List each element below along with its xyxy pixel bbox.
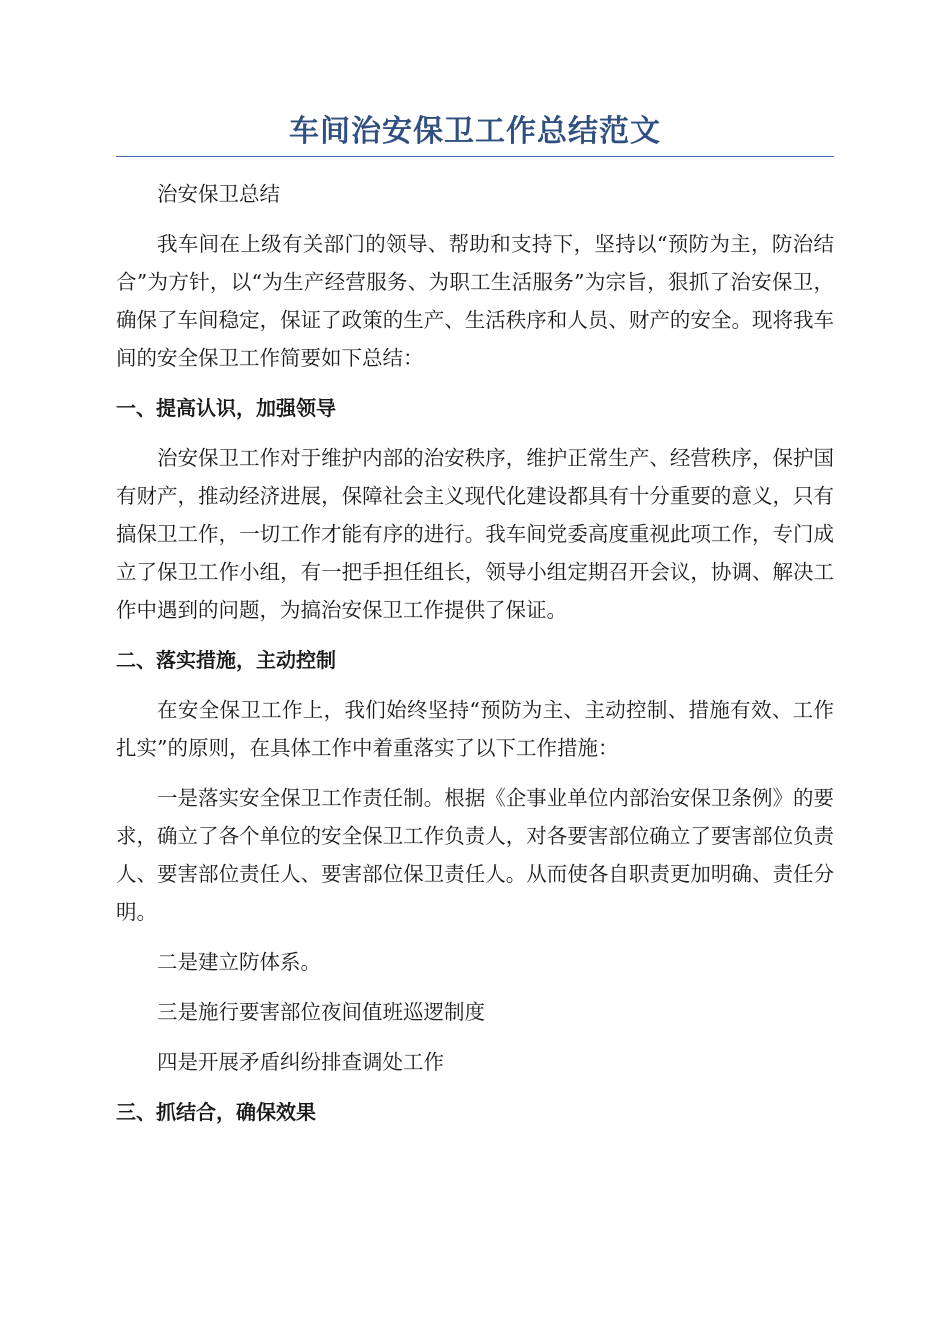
paragraph-measure-3: 三是施行要害部位夜间值班巡逻制度 [157, 1000, 485, 1024]
document-page [116, 110, 834, 1143]
section-heading-1: 一、提高认识，加强领导 [116, 396, 336, 420]
paragraph-measure-1: 一是落实安全保卫工作责任制。根据《企事业单位内部治安保卫条例》的要求，确立了各个单位的安全保卫工作负责人，对各要害部位确立了要害部位负责人、要害部位责任人、要害部位保卫责任人。从而使各自职责更加明确、责任分明。 [116, 786, 834, 924]
paragraph-section-2: 在安全保卫工作上，我们始终坚持“预防为主、主动控制、措施有效、工作扎实”的原则，在具体工作中着重落实了以下工作措施： [116, 698, 834, 760]
section-heading-3: 三、抓结合，确保效果 [116, 1100, 316, 1124]
paragraph-summary-label: 治安保卫总结 [157, 182, 280, 206]
document-title: 车间治安保卫工作总结范文 [289, 114, 661, 149]
paragraph-measure-4: 四是开展矛盾纠纷排查调处工作 [157, 1050, 444, 1074]
title-underline [116, 156, 834, 157]
section-heading-2: 二、落实措施，主动控制 [116, 648, 336, 672]
paragraph-measure-2: 二是建立防体系。 [157, 950, 321, 974]
paragraph-intro: 我车间在上级有关部门的领导、帮助和支持下，坚持以“预防为主，防治结合”为方针，以“为生产经营服务、为职工生活服务”为宗旨，狠抓了治安保卫，确保了车间稳定，保证了政策的生产、生活秩序和人员、财产的安全。现将我车间的安全保卫工作简要如下总结： [116, 232, 834, 370]
paragraph-section-1: 治安保卫工作对于维护内部的治安秩序，维护正常生产、经营秩序，保护国有财产，推动经济进展，保障社会主义现代化建设都具有十分重要的意义，只有搞保卫工作，一切工作才能有序的进行。我车间党委高度重视此项工作，专门成立了保卫工作小组，有一把手担任组长，领导小组定期召开会议，协调、解决工作中遇到的问题，为搞治安保卫工作提供了保证。 [116, 446, 834, 622]
